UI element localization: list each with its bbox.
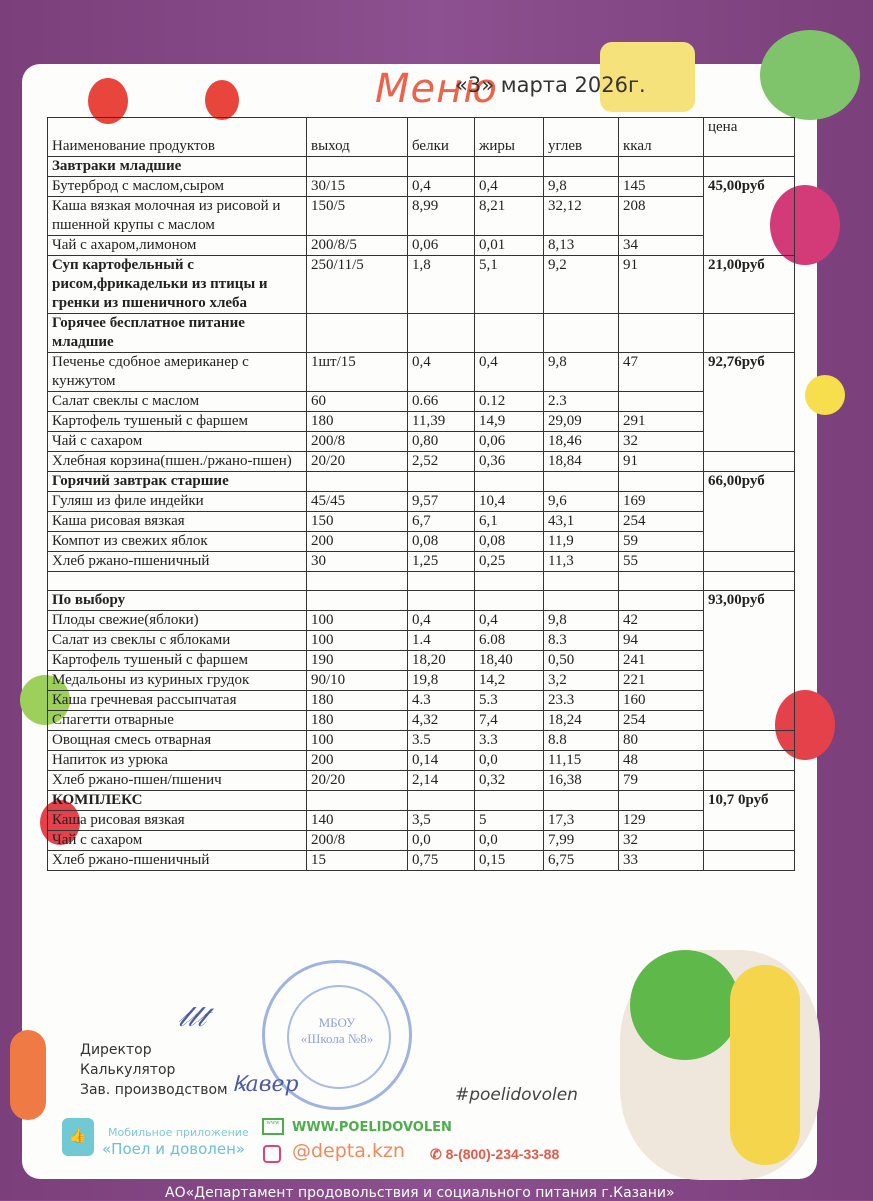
cell-output: 100: [307, 731, 408, 751]
banana-icon: [730, 965, 800, 1165]
cell-kcal: 48: [619, 751, 704, 771]
cell-protein: [408, 791, 475, 811]
dish-name: Суп картофельный с рисом,фрикадельки из птицы и гренки из пшеничного хлеба: [48, 256, 307, 314]
menu-table: [47, 117, 795, 871]
table-header-row: [48, 118, 795, 157]
cell-kcal: 59: [619, 532, 704, 552]
cell-fat: 5,1: [475, 256, 544, 314]
cell-kcal: 91: [619, 256, 704, 314]
monitor-icon: www: [262, 1118, 284, 1135]
dish-name: Чай с сахаром: [48, 432, 307, 452]
cell-kcal: [619, 572, 704, 591]
cell-carbs: [544, 157, 619, 177]
section-row: [48, 157, 795, 177]
cell-protein: 2,52: [408, 452, 475, 472]
cell-output: [307, 572, 408, 591]
cell-carbs: 9,2: [544, 256, 619, 314]
cell-kcal: 291: [619, 412, 704, 432]
cell-fat: 0,01: [475, 236, 544, 256]
cell-protein: 0,08: [408, 532, 475, 552]
dish-name: Чай с ахаром,лимоном: [48, 236, 307, 256]
cell-kcal: 79: [619, 771, 704, 791]
cell-output: [307, 157, 408, 177]
cell-carbs: 17,3: [544, 811, 619, 831]
column-header-output: выход: [307, 118, 408, 157]
price-cell: [704, 572, 795, 591]
cell-carbs: 9,8: [544, 177, 619, 197]
cell-carbs: 9,8: [544, 611, 619, 631]
cell-output: 45/45: [307, 492, 408, 512]
cell-kcal: 55: [619, 552, 704, 572]
cell-kcal: [619, 591, 704, 611]
stamp-line: МБОУ: [318, 1015, 356, 1030]
cell-protein: 1,8: [408, 256, 475, 314]
dish-name: Хлеб ржано-пшеничный: [48, 552, 307, 572]
cell-output: 180: [307, 711, 408, 731]
table-row: [48, 353, 795, 392]
cell-fat: 10,4: [475, 492, 544, 512]
cell-kcal: 145: [619, 177, 704, 197]
price-cell: 92,76руб: [704, 353, 795, 452]
cell-output: [307, 591, 408, 611]
price-cell: 10,7 0руб: [704, 791, 795, 831]
cell-output: 15: [307, 851, 408, 871]
cell-output: 200/8: [307, 432, 408, 452]
footer-organization: АО«Департамент продовольствия и социального питания г.Казани»: [165, 1185, 675, 1201]
cell-carbs: [544, 791, 619, 811]
price-cell: 21,00руб: [704, 256, 795, 314]
table-row: [48, 751, 795, 771]
table-row: [48, 671, 795, 691]
cell-carbs: 8.3: [544, 631, 619, 651]
cell-carbs: 11,3: [544, 552, 619, 572]
price-cell: [704, 314, 795, 353]
dish-name: Гуляш из филе индейки: [48, 492, 307, 512]
table-row: [48, 651, 795, 671]
cell-protein: 19,8: [408, 671, 475, 691]
price-cell: 93,00руб: [704, 591, 795, 731]
stamp-line: «Школа №8»: [300, 1031, 374, 1046]
cell-output: 90/10: [307, 671, 408, 691]
table-row: [48, 711, 795, 731]
cell-output: 150/5: [307, 197, 408, 236]
cell-output: [307, 472, 408, 492]
website-link[interactable]: WWW.POELIDOVOLEN: [292, 1120, 452, 1135]
cell-output: 200: [307, 751, 408, 771]
column-header-protein: белки: [408, 118, 475, 157]
table-row: [48, 731, 795, 751]
table-row: [48, 851, 795, 871]
cell-kcal: 241: [619, 651, 704, 671]
cell-protein: [408, 314, 475, 353]
table-row: [48, 532, 795, 552]
hashtag: #poelidovolen: [455, 1085, 578, 1105]
calculator-label: Калькулятор: [80, 1062, 176, 1078]
cell-carbs: 9,8: [544, 353, 619, 392]
cell-fat: 0.12: [475, 392, 544, 412]
cell-protein: 8,99: [408, 197, 475, 236]
carrot-icon: [10, 1030, 46, 1120]
app-name: «Поел и доволен»: [102, 1140, 246, 1158]
price-cell: [704, 552, 795, 572]
cell-kcal: 80: [619, 731, 704, 751]
cell-kcal: 47: [619, 353, 704, 392]
cell-kcal: [619, 157, 704, 177]
cell-carbs: 8,13: [544, 236, 619, 256]
dish-name: Плоды свежие(яблоки): [48, 611, 307, 631]
price-cell: 66,00руб: [704, 472, 795, 552]
cell-protein: 0,4: [408, 177, 475, 197]
cell-fat: 0,36: [475, 452, 544, 472]
cell-carbs: [544, 572, 619, 591]
cell-output: 30/15: [307, 177, 408, 197]
dish-name: Печенье сдобное американер с кунжутом: [48, 353, 307, 392]
cell-output: [307, 791, 408, 811]
cell-fat: 0,0: [475, 831, 544, 851]
cell-fat: 0,25: [475, 552, 544, 572]
table-row: [48, 432, 795, 452]
price-cell: [704, 851, 795, 871]
dish-name: [48, 572, 307, 591]
cell-output: 30: [307, 552, 408, 572]
table-row: [48, 512, 795, 532]
menu-date: «3» марта 2026г.: [455, 73, 646, 97]
cell-output: 150: [307, 512, 408, 532]
table-row: [48, 492, 795, 512]
cell-protein: 0.66: [408, 392, 475, 412]
table-row: [48, 811, 795, 831]
table-row: [48, 452, 795, 472]
cell-fat: 0,4: [475, 611, 544, 631]
dish-name: Хлеб ржано-пшен/пшенич: [48, 771, 307, 791]
cell-carbs: 2.3: [544, 392, 619, 412]
cell-kcal: [619, 392, 704, 412]
dish-name: Чай с сахаром: [48, 831, 307, 851]
dish-name: Завтраки младшие: [48, 157, 307, 177]
price-cell: [704, 157, 795, 177]
price-cell: [704, 731, 795, 751]
cell-fat: 0,32: [475, 771, 544, 791]
cell-carbs: 18,24: [544, 711, 619, 731]
cell-carbs: [544, 472, 619, 492]
director-label: Директор: [80, 1042, 152, 1058]
section-row: [48, 791, 795, 811]
price-cell: [704, 831, 795, 851]
dish-name: Овощная смесь отварная: [48, 731, 307, 751]
cell-output: 200/8: [307, 831, 408, 851]
cell-protein: [408, 472, 475, 492]
cell-protein: [408, 572, 475, 591]
tomato-character-icon: [205, 80, 239, 120]
cell-kcal: 129: [619, 811, 704, 831]
cell-carbs: 0,50: [544, 651, 619, 671]
cell-output: 180: [307, 412, 408, 432]
cell-output: 100: [307, 631, 408, 651]
cell-output: 20/20: [307, 452, 408, 472]
cell-protein: 9,57: [408, 492, 475, 512]
cell-kcal: 32: [619, 831, 704, 851]
cell-carbs: 18,84: [544, 452, 619, 472]
cell-fat: 14,9: [475, 412, 544, 432]
table-row: [48, 177, 795, 197]
cell-protein: 0,4: [408, 353, 475, 392]
cell-protein: 0,0: [408, 831, 475, 851]
phone-icon: ✆: [430, 1146, 442, 1162]
cell-output: 20/20: [307, 771, 408, 791]
column-header-price: цена: [704, 118, 795, 157]
cell-carbs: [544, 591, 619, 611]
cell-kcal: 208: [619, 197, 704, 236]
table-row: [48, 691, 795, 711]
cell-kcal: 169: [619, 492, 704, 512]
cell-kcal: 254: [619, 711, 704, 731]
cell-protein: 0,80: [408, 432, 475, 452]
cell-output: 140: [307, 811, 408, 831]
cell-fat: 0,4: [475, 353, 544, 392]
cell-carbs: 29,09: [544, 412, 619, 432]
cell-carbs: 16,38: [544, 771, 619, 791]
dish-name: Каша рисовая вязкая: [48, 512, 307, 532]
cell-output: 100: [307, 611, 408, 631]
cell-carbs: 11,9: [544, 532, 619, 552]
cell-carbs: 32,12: [544, 197, 619, 236]
cell-output: [307, 314, 408, 353]
cell-protein: 3.5: [408, 731, 475, 751]
cell-protein: 18,20: [408, 651, 475, 671]
cell-protein: 6,7: [408, 512, 475, 532]
cell-kcal: 254: [619, 512, 704, 532]
cell-fat: 0,0: [475, 751, 544, 771]
dish-name: По выбору: [48, 591, 307, 611]
phone-number[interactable]: [430, 1146, 559, 1163]
instagram-handle[interactable]: @depta.kzn: [292, 1140, 405, 1162]
smiley-icon: [805, 375, 845, 415]
price-cell: 45,00руб: [704, 177, 795, 256]
cell-protein: 2,14: [408, 771, 475, 791]
dish-name: Картофель тушеный с фаршем: [48, 651, 307, 671]
cell-fat: 0,08: [475, 532, 544, 552]
table-row: [48, 631, 795, 651]
column-header-name: Наименование продуктов: [48, 118, 307, 157]
cell-carbs: 6,75: [544, 851, 619, 871]
cell-fat: [475, 472, 544, 492]
cell-fat: 0,4: [475, 177, 544, 197]
cell-protein: [408, 591, 475, 611]
instagram-icon: [263, 1145, 281, 1163]
cell-kcal: [619, 791, 704, 811]
broccoli-icon: [630, 950, 740, 1060]
app-label: Мобильное приложение: [108, 1126, 249, 1139]
cell-fat: 5.3: [475, 691, 544, 711]
dish-name: КОМПЛЕКС: [48, 791, 307, 811]
cell-fat: [475, 572, 544, 591]
dish-name: Салат свеклы с маслом: [48, 392, 307, 412]
phone-text: 8-(800)-234-33-88: [445, 1146, 560, 1162]
section-row: [48, 314, 795, 353]
cell-kcal: [619, 314, 704, 353]
cell-output: 1шт/15: [307, 353, 408, 392]
cell-fat: 3.3: [475, 731, 544, 751]
dish-name: Каша вязкая молочная из рисовой и пшенной крупы с маслом: [48, 197, 307, 236]
cell-protein: 11,39: [408, 412, 475, 432]
cell-carbs: 11,15: [544, 751, 619, 771]
cell-kcal: [619, 472, 704, 492]
cell-protein: 0,14: [408, 751, 475, 771]
cell-carbs: [544, 314, 619, 353]
price-cell: [704, 751, 795, 771]
cell-carbs: 43,1: [544, 512, 619, 532]
price-cell: [704, 771, 795, 791]
cell-kcal: 32: [619, 432, 704, 452]
dish-name: Каша гречневая рассыпчатая: [48, 691, 307, 711]
cell-fat: [475, 591, 544, 611]
cell-carbs: 18,46: [544, 432, 619, 452]
cell-kcal: 34: [619, 236, 704, 256]
cell-output: 180: [307, 691, 408, 711]
dish-name: Хлеб ржано-пшеничный: [48, 851, 307, 871]
cell-fat: [475, 157, 544, 177]
table-row: [48, 412, 795, 432]
cell-kcal: 221: [619, 671, 704, 691]
cell-protein: [408, 157, 475, 177]
price-cell: [704, 452, 795, 472]
section-row: [48, 472, 795, 492]
cell-output: 250/11/5: [307, 256, 408, 314]
cell-protein: 4,32: [408, 711, 475, 731]
cell-fat: [475, 314, 544, 353]
cell-fat: 6.08: [475, 631, 544, 651]
table-row: [48, 572, 795, 591]
column-header-carbs: углев: [544, 118, 619, 157]
lettuce-icon: [760, 30, 860, 120]
cell-carbs: 8.8: [544, 731, 619, 751]
dish-name: Каша рисовая вязкая: [48, 811, 307, 831]
dish-name: Бутерброд с маслом,сыром: [48, 177, 307, 197]
cell-protein: 3,5: [408, 811, 475, 831]
cell-fat: 14,2: [475, 671, 544, 691]
cell-fat: 8,21: [475, 197, 544, 236]
cell-kcal: 94: [619, 631, 704, 651]
signatures-block: [80, 1040, 228, 1100]
director-signature: 𝓁𝓁𝓉: [178, 1000, 207, 1033]
cell-protein: 0,75: [408, 851, 475, 871]
cell-fat: 0,15: [475, 851, 544, 871]
table-row: [48, 611, 795, 631]
dish-name: Хлебная корзина(пшен./ржано-пшен): [48, 452, 307, 472]
cell-output: 200/8/5: [307, 236, 408, 256]
dish-name: Медальоны из куриных грудок: [48, 671, 307, 691]
dish-name: Картофель тушеный с фаршем: [48, 412, 307, 432]
cell-protein: 1.4: [408, 631, 475, 651]
cell-carbs: 23.3: [544, 691, 619, 711]
cell-fat: 0,06: [475, 432, 544, 452]
production-signature: Ꝃавер: [232, 1072, 299, 1097]
cell-kcal: 42: [619, 611, 704, 631]
cell-kcal: 33: [619, 851, 704, 871]
cell-protein: 4.3: [408, 691, 475, 711]
cell-kcal: 91: [619, 452, 704, 472]
cell-fat: [475, 791, 544, 811]
section-row: [48, 591, 795, 611]
cell-output: 190: [307, 651, 408, 671]
table-row: [48, 236, 795, 256]
dish-name: Напиток из урюка: [48, 751, 307, 771]
column-header-kcal: ккал: [619, 118, 704, 157]
section-row: [48, 256, 795, 314]
table-row: [48, 392, 795, 412]
menu-title-logo: Меню: [375, 66, 498, 112]
dish-name: Горячее бесплатное питание младшие: [48, 314, 307, 353]
table-row: [48, 831, 795, 851]
table-row: [48, 771, 795, 791]
dish-name: Салат из свеклы с яблоками: [48, 631, 307, 651]
table-row: [48, 197, 795, 236]
cell-output: 200: [307, 532, 408, 552]
cell-carbs: 9,6: [544, 492, 619, 512]
cell-output: 60: [307, 392, 408, 412]
dish-name: Спагетти отварные: [48, 711, 307, 731]
cell-protein: 0,4: [408, 611, 475, 631]
cell-kcal: 160: [619, 691, 704, 711]
cell-fat: 18,40: [475, 651, 544, 671]
cell-carbs: 7,99: [544, 831, 619, 851]
cell-fat: 7,4: [475, 711, 544, 731]
cell-fat: 6,1: [475, 512, 544, 532]
cell-fat: 5: [475, 811, 544, 831]
dish-name: Горячий завтрак старшие: [48, 472, 307, 492]
dish-name: Компот из свежих яблок: [48, 532, 307, 552]
cell-protein: 1,25: [408, 552, 475, 572]
table-row: [48, 552, 795, 572]
thumbs-up-icon: 👍: [62, 1118, 94, 1156]
cell-protein: 0,06: [408, 236, 475, 256]
cell-carbs: 3,2: [544, 671, 619, 691]
production-label: Зав. производством: [80, 1082, 228, 1098]
column-header-fat: жиры: [475, 118, 544, 157]
